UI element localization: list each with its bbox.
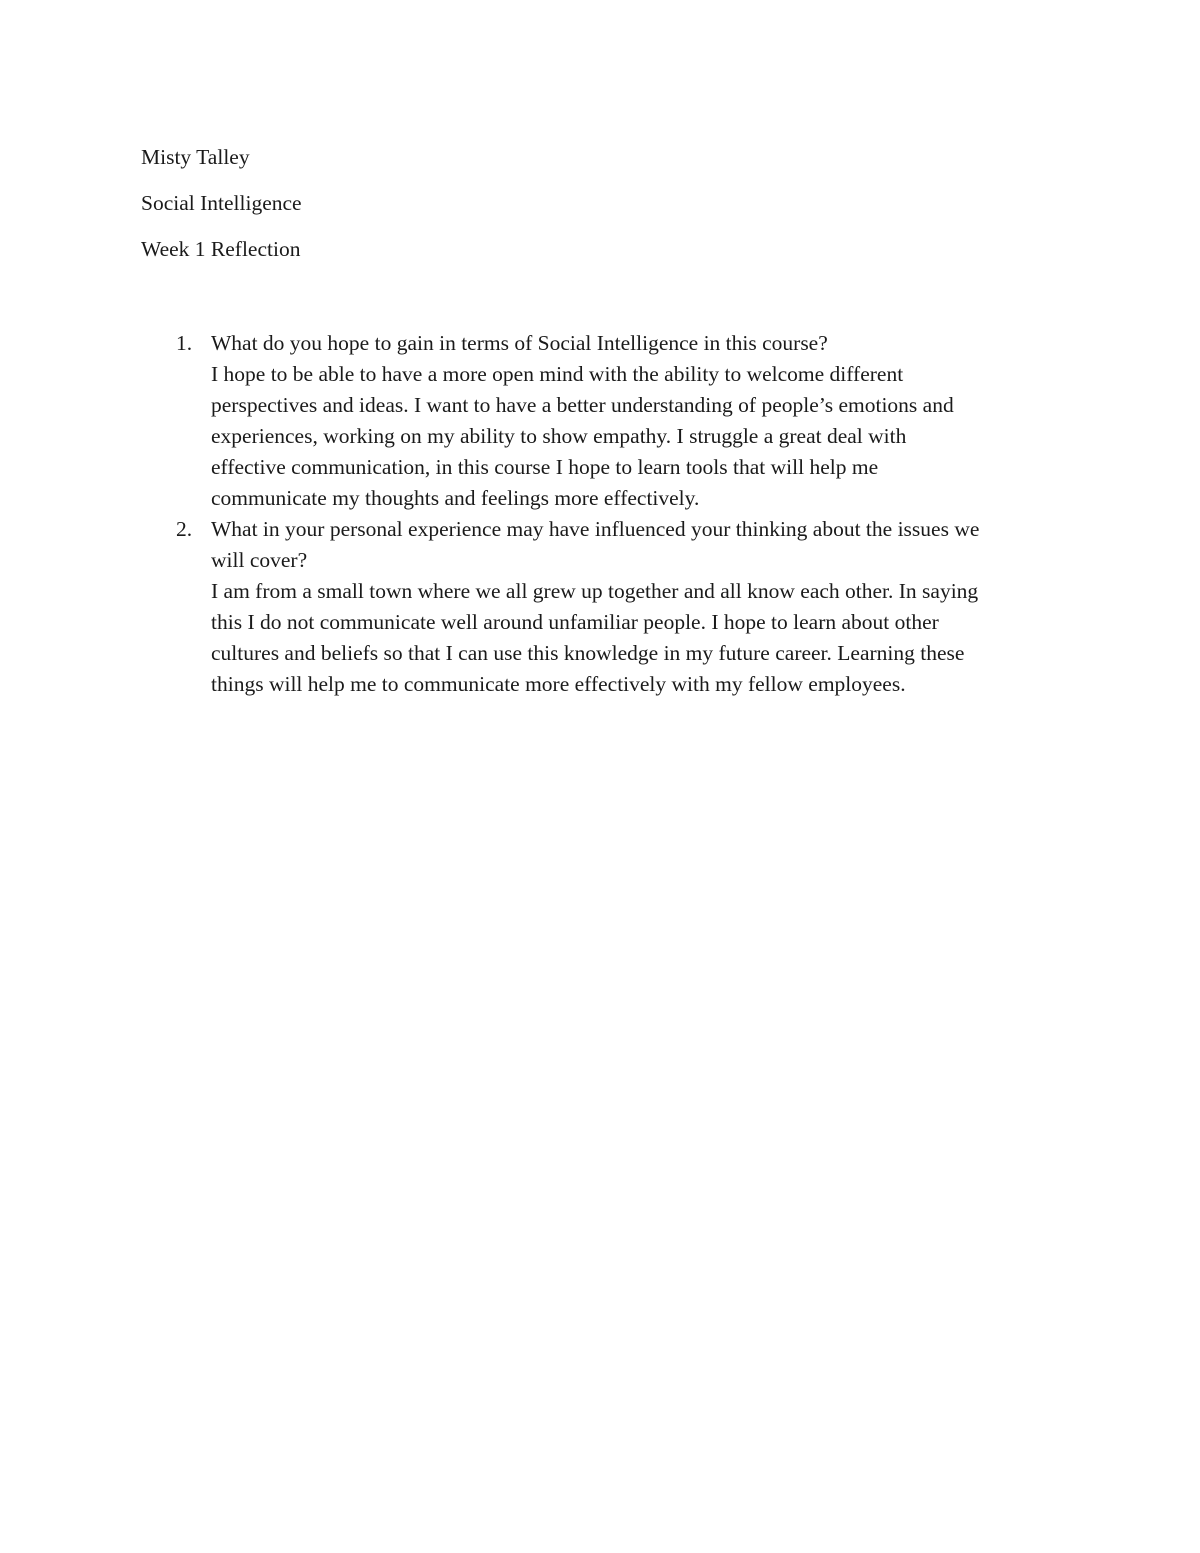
question-number: 2. [176, 517, 193, 541]
answer-line: I hope to be able to have a more open mind with the ability to welcome different [211, 362, 904, 386]
question-text: What do you hope to gain in terms of Social Intelligence in this course? [211, 331, 828, 355]
assignment-title: Week 1 Reflection [141, 237, 301, 261]
answer-line: effective communication, in this course I hope to learn tools that will help me [211, 455, 879, 479]
answer-line: this I do not communicate well around unfamiliar people. I hope to learn about other [211, 610, 939, 634]
answer-line: communicate my thoughts and feelings more effectively. [211, 486, 700, 510]
answer-line: perspectives and ideas. I want to have a better understanding of people’s emotions and [211, 393, 954, 417]
question-number: 1. [176, 331, 193, 355]
question-item-1 [0, 328, 1200, 514]
question-list [0, 328, 1200, 700]
question-text: will cover? [211, 548, 308, 572]
question-item-2 [0, 514, 1200, 700]
answer-line: experiences, working on my ability to show empathy. I struggle a great deal with [211, 424, 907, 448]
answer-line: cultures and beliefs so that I can use this knowledge in my future career. Learning these [211, 641, 965, 665]
answer-line: I am from a small town where we all grew up together and all know each other. In saying [211, 579, 979, 603]
course-name: Social Intelligence [141, 191, 302, 215]
author-name: Misty Talley [141, 145, 250, 169]
answer-line: things will help me to communicate more effectively with my fellow employees. [211, 672, 906, 696]
question-text: What in your personal experience may have influenced your thinking about the issues we [211, 517, 980, 541]
